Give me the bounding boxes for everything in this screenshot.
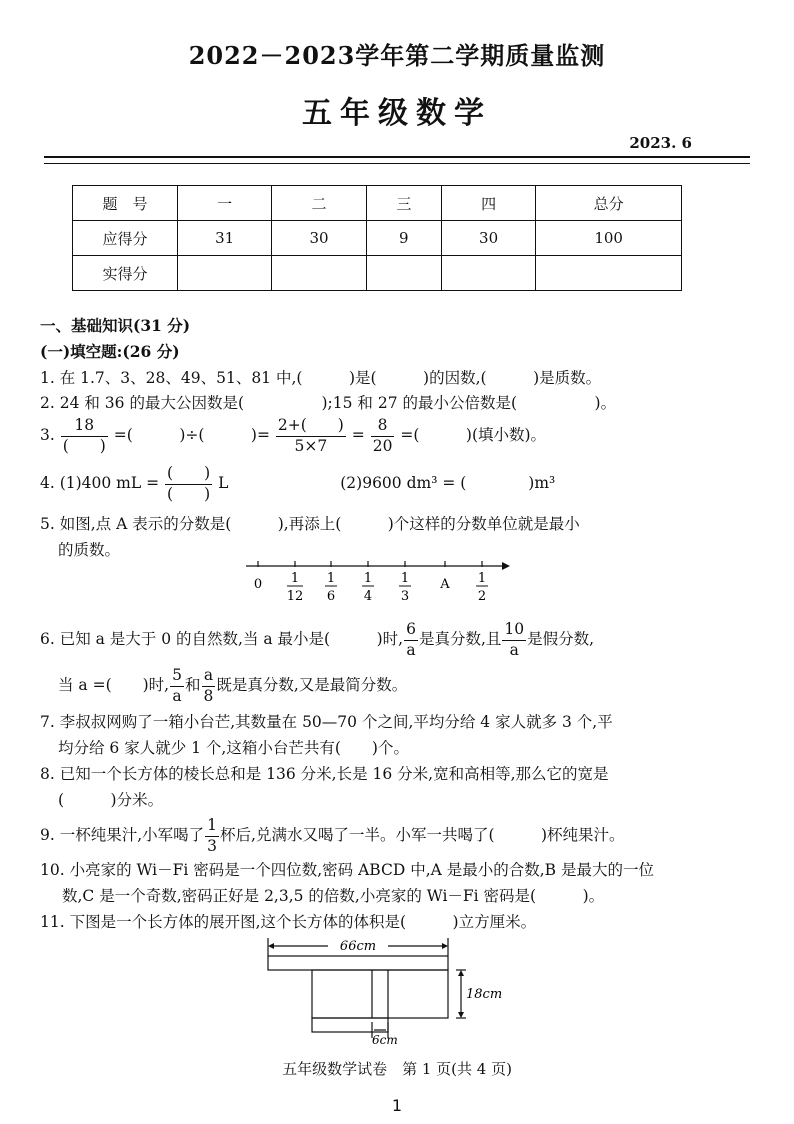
score-cell: 9 — [366, 221, 441, 256]
section-title: 一、基础知识(31 分) — [40, 316, 191, 335]
header-rule-thick — [44, 156, 750, 158]
question-1: 1. 在 1.7、3、28、49、51、81 中,( )是( )的因数,( )是质数。 — [40, 369, 602, 387]
question-4 — [40, 466, 555, 502]
q9-fraction — [205, 818, 219, 854]
score-cell: 30 — [272, 221, 366, 256]
number-line-label: 1 — [326, 571, 336, 586]
number-line-label: 4 — [363, 589, 373, 604]
cuboid-net-diagram — [260, 934, 520, 1046]
exam-title: 2022－2023学年第二学期质量监测 — [188, 41, 606, 70]
page-number: 1 — [391, 1096, 403, 1115]
score-cell: 30 — [441, 221, 535, 256]
fraction-denominator: ( ) — [167, 484, 211, 503]
q3-fraction-2 — [276, 418, 346, 454]
number-line-label: 0 — [253, 577, 263, 592]
score-header-cell: 一 — [178, 186, 272, 221]
number-line-label: 1 — [400, 571, 410, 586]
question-7-line-2: 均分给 6 家人就少 1 个,这箱小台芒共有( )个。 — [58, 739, 409, 757]
q4-part-1: 4. (1)400 mL = — [40, 474, 160, 492]
question-5-line-2: 的质数。 — [58, 541, 121, 559]
net-top-strip — [268, 956, 448, 970]
fraction-denominator: 3 — [207, 836, 218, 855]
arrow-head — [268, 943, 274, 949]
number-line-label: 1 — [477, 571, 487, 586]
number-line-label: 1 — [363, 571, 373, 586]
score-table-row — [73, 221, 682, 256]
score-cell: 实得分 — [73, 256, 178, 291]
question-11: 11. 下图是一个长方体的展开图,这个长方体的体积是( )立方厘米。 — [40, 913, 537, 931]
q6-text-f: 既是真分数,又是最简分数。 — [216, 676, 408, 694]
q9-text-b: 杯后,兑满水又喝了一半。小军一共喝了( )杯纯果汁。 — [220, 826, 625, 844]
number-line-arrow — [502, 562, 510, 570]
q9-text-a: 9. 一杯纯果汁,小军喝了 — [40, 826, 205, 844]
question-2: 2. 24 和 36 的最大公因数是( );15 和 27 的最小公倍数是( )。 — [40, 394, 617, 412]
q3-number: 3. — [40, 426, 55, 444]
header-rule-thin — [44, 163, 750, 164]
score-header-cell: 二 — [272, 186, 366, 221]
question-6-line-2 — [58, 668, 407, 704]
fraction-numerator: 10 — [502, 622, 526, 641]
score-cell: 31 — [178, 221, 272, 256]
fraction-numerator: 1 — [205, 818, 219, 837]
fraction-numerator: 5 — [170, 668, 184, 687]
score-cell — [441, 256, 535, 291]
number-line-label: 3 — [400, 589, 410, 604]
number-line-label: 6 — [326, 589, 336, 604]
question-5-line-1: 5. 如图,点 A 表示的分数是( ),再添上( )个这样的分数单位就是最小 — [40, 515, 580, 533]
arrow-head — [458, 1012, 464, 1018]
number-line-label: 1 — [290, 571, 300, 586]
score-table-row — [73, 256, 682, 291]
number-line-label: 2 — [477, 589, 487, 604]
fraction-numerator: 6 — [404, 622, 418, 641]
score-cell — [536, 256, 682, 291]
score-cell — [178, 256, 272, 291]
q3-tail: =( )(填小数)。 — [400, 426, 547, 444]
small-label: 6cm — [372, 1033, 398, 1046]
q6-text-d: 当 a =( )时, — [58, 676, 170, 694]
q6-fraction-3 — [170, 668, 184, 704]
fraction-numerator: 2+( ) — [276, 418, 346, 437]
fraction-numerator: 8 — [371, 418, 395, 437]
fraction-denominator: a — [172, 686, 182, 705]
q4-fraction — [165, 466, 212, 502]
fraction-denominator: ( ) — [62, 436, 106, 455]
score-header-cell: 题 号 — [73, 186, 178, 221]
fraction-denominator: 8 — [203, 686, 214, 705]
question-8-line-2: ( )分米。 — [58, 791, 164, 809]
exam-subtitle: 五年级数学 — [302, 96, 492, 131]
question-7-line-1: 7. 李叔叔网购了一箱小台芒,其数量在 50—70 个之间,平均分给 4 家人就多 3 个,平 — [40, 713, 613, 731]
score-cell — [366, 256, 441, 291]
q6-fraction-2 — [502, 622, 526, 658]
q3-middle: =( )÷( )= — [113, 426, 270, 444]
fraction-denominator: 20 — [372, 436, 393, 455]
height-label: 18cm — [466, 987, 503, 1002]
number-line — [240, 558, 510, 614]
number-line-label: A — [440, 577, 450, 592]
width-label: 66cm — [339, 939, 377, 954]
fraction-denominator: a — [406, 640, 416, 659]
q4-part-2: (2)9600 dm³ = ( )m³ — [340, 474, 556, 492]
subsection-title: (一)填空题:(26 分) — [40, 342, 180, 361]
question-9 — [40, 818, 625, 854]
score-header-cell: 四 — [441, 186, 535, 221]
number-line-label: 12 — [286, 589, 304, 604]
question-3 — [40, 418, 546, 454]
exam-date: 2023. 6 — [629, 134, 692, 152]
q3-equals: = — [351, 426, 365, 444]
q6-fraction-4 — [202, 668, 216, 704]
score-cell: 应得分 — [73, 221, 178, 256]
score-table — [72, 185, 682, 291]
question-6-line-1 — [40, 622, 594, 658]
score-table-header-row — [73, 186, 682, 221]
score-cell — [272, 256, 366, 291]
q6-text-b: 是真分数,且 — [418, 630, 502, 648]
question-8-line-1: 8. 已知一个长方体的棱长总和是 136 分米,长是 16 分米,宽和高相等,那么它的宽是 — [40, 765, 609, 783]
score-header-cell: 总分 — [536, 186, 682, 221]
q6-fraction-1 — [404, 622, 418, 658]
score-header-cell: 三 — [366, 186, 441, 221]
net-middle — [312, 970, 448, 1018]
score-cell: 100 — [536, 221, 682, 256]
fraction-denominator: 5×7 — [294, 436, 328, 455]
arrow-head — [442, 943, 448, 949]
fraction-numerator: 18 — [61, 418, 108, 437]
fraction-denominator: a — [509, 640, 519, 659]
question-10-line-2: 数,C 是一个奇数,密码正好是 2,3,5 的倍数,小亮家的 Wi－Fi 密码是( )。 — [62, 887, 605, 905]
q4-unit: L — [218, 474, 229, 492]
page-footer: 五年级数学试卷 第 1 页(共 4 页) — [282, 1060, 512, 1078]
q3-fraction-3 — [371, 418, 395, 454]
q6-text-e: 和 — [184, 676, 201, 694]
q6-text-c: 是假分数, — [527, 630, 595, 648]
q3-fraction-1 — [61, 418, 108, 454]
arrow-head — [458, 970, 464, 976]
fraction-numerator: a — [202, 668, 216, 687]
fraction-numerator: ( ) — [165, 466, 212, 485]
q6-text-a: 6. 已知 a 是大于 0 的自然数,当 a 最小是( )时, — [40, 630, 404, 648]
question-10-line-1: 10. 小亮家的 Wi－Fi 密码是一个四位数,密码 ABCD 中,A 是最小的合数,B 是最大的一位 — [40, 861, 654, 879]
